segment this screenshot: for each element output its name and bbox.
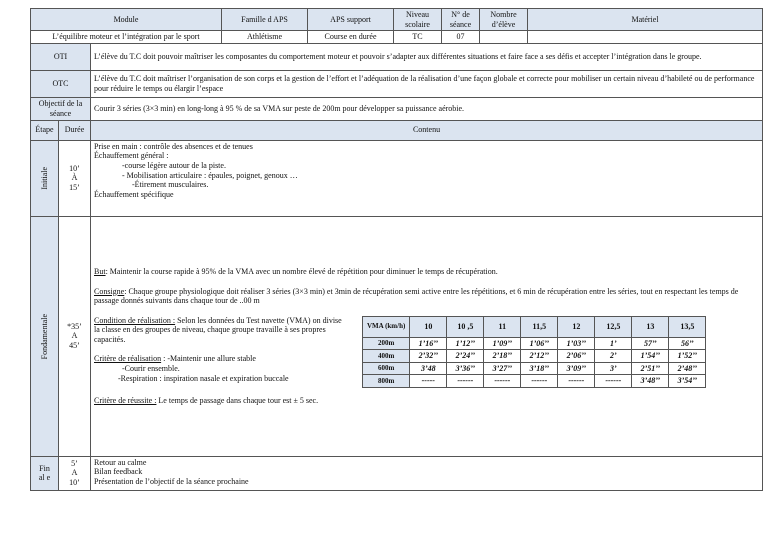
vma-speed: 13 [632,316,669,337]
duree-line: 10’ [69,163,80,173]
fondamentale-split [94,316,759,388]
vma-cell: ------ [484,375,521,388]
critere-text: : -Maintenir une allure stable [161,354,256,364]
objectif-label: Objectif de la séance [31,97,91,120]
consigne-para [94,287,759,306]
info-module: L’équilibre moteur et l’intégration par le sport [31,31,222,44]
header-seance-no: N° de séance [442,9,480,31]
vma-cell: 1’52’’ [669,350,706,363]
columns-row [31,120,763,140]
fondamentale-label-cell [31,216,59,456]
vma-cell: 1’16’’ [410,337,447,350]
vma-cell: 1’ [595,337,632,350]
final-content [91,456,763,490]
reussite-label: Critère de réussite : [94,396,157,406]
vma-cell: 2’32’’ [410,350,447,363]
vma-dist: 600m [363,362,410,375]
but-para [94,267,759,277]
objectif-text: Courir 3 séries (3×3 min) en long-long à 95 % de sa VMA sur peste de 200m pour développer sa puissance aérobie. [91,97,763,120]
vma-cell: ------ [521,375,558,388]
initiale-line: -course légère autour de la piste. [122,160,226,170]
fondamentale-label: Fondamentale [39,313,49,359]
initiale-line: - Mobilisation articulaire : épaules, poignet, genoux … [122,170,298,180]
vma-cell: 1’03’’ [558,337,595,350]
vma-speed: 10 ,5 [447,316,484,337]
info-materiel [528,31,763,44]
duree-line: *35’ [67,321,82,331]
vma-row [363,350,706,363]
vma-cell: 2’ [595,350,632,363]
vma-speed: 10 [410,316,447,337]
initiale-label-cell [31,140,59,216]
duree-line: 15’ [69,183,80,193]
header-nombre: Nombre d’élève [480,9,528,31]
otc-text: L’élève du T.C doit maîtriser l’organisation de son corps et la gestion de l’effort et l’adéquation de la réalisation d’une façon globale et correcte pour mobiliser un certain niveau d’habileté ou de performance pour réduire le temps ou élargir l’espace [91,70,763,97]
but-text: : Maintenir la course rapide à 95% de la VMA avec un nombre élevé de répétition pour diminuer le temps de récupération. [105,266,498,276]
col-duree: Durée [59,120,91,140]
vma-cell: 3’18’’ [521,362,558,375]
fondamentale-row [31,216,763,456]
but-label: But [94,266,106,276]
consigne-label: Consigne [94,286,125,296]
lesson-plan [30,8,762,491]
final-line: Bilan feedback [94,467,143,477]
info-famille: Athlétisme [222,31,308,44]
duree-line: 5’ [71,458,78,468]
initiale-line: Prise en main : contrôle des absences et de tenues [94,141,253,151]
final-line: Présentation de l’objectif de la séance prochaine [94,476,249,486]
header-materiel: Matériel [528,9,763,31]
vma-cell: ------ [595,375,632,388]
vma-cell: 2’12’’ [521,350,558,363]
condition-label: Condition de réalisation : [94,315,176,325]
vma-cell: 57’’ [632,337,669,350]
final-label-cell [31,456,59,490]
duree-line: 10’ [69,478,80,488]
final-label: Final e [38,463,51,483]
critere-line: -Respiration : inspiration nasale et expiration buccale [118,373,289,383]
vma-corner: VMA (km/h) [363,316,410,337]
info-row [31,31,763,44]
vma-cell: 1’54’’ [632,350,669,363]
reussite-para [94,396,759,406]
critere-label: Critère de réalisation [94,354,162,364]
vma-cell: 3’48’’ [632,375,669,388]
otc-label: OTC [31,70,91,97]
duree-line: A [71,468,78,478]
vma-cell: 3’48 [410,362,447,375]
vma-speed: 11,5 [521,316,558,337]
header-aps-support: APS support [308,9,394,31]
reussite-text: Le temps de passage dans chaque tour est ± 5 sec. [156,396,319,406]
objectif-row [31,97,763,120]
vma-cell: 3’27’’ [484,362,521,375]
fondamentale-left [94,316,344,384]
vma-cell: 2’06’’ [558,350,595,363]
lesson-plan-table [30,8,763,491]
info-seance-no: 07 [442,31,480,44]
condition-text: Selon les données du Test navette (VMA) on divise la classe en des groupes de niveau, chaque groupe travaille à ses propres capacités. [94,315,342,344]
condition-para [94,316,344,345]
vma-row [363,337,706,350]
vma-row [363,362,706,375]
vma-cell: 3’36’’ [447,362,484,375]
vma-cell: 3’54’’ [669,375,706,388]
col-contenu: Contenu [91,120,763,140]
vma-speed: 12 [558,316,595,337]
vma-cell: 2’24’’ [447,350,484,363]
duree-line: À [71,173,78,183]
vma-cell: 56’’ [669,337,706,350]
vma-dist: 200m [363,337,410,350]
initiale-line: Échauffement spécifique [94,189,174,199]
vma-cell: ------ [558,375,595,388]
initiale-row [31,140,763,216]
header-niveau: Niveau scolaire [394,9,442,31]
otc-row [31,70,763,97]
final-row [31,456,763,490]
vma-cell: 3’09’’ [558,362,595,375]
initiale-label: Initiale [39,166,49,190]
vma-cell: 2’51’’ [632,362,669,375]
info-nombre [480,31,528,44]
vma-cell: 1’09’’ [484,337,521,350]
vma-header-row [363,316,706,337]
consigne-text: : Chaque groupe physiologique doit réaliser 3 séries (3×3 min) et 3min de récupération semi active entre les répétitions, et 6 min de récupération entre les séries, tout en respectant les temps de passage donnés suivants dans chaque tour de ..00 m [94,286,739,306]
initiale-content [91,140,763,216]
info-aps-support: Course en durée [308,31,394,44]
fondamentale-duree [59,216,91,456]
final-duree [59,456,91,490]
final-line: Retour au calme [94,457,147,467]
info-niveau: TC [394,31,442,44]
initiale-line: -Étirement musculaires. [132,180,209,190]
oti-label: OTI [31,43,91,70]
vma-cell: 3’ [595,362,632,375]
vma-cell: 1’12’’ [447,337,484,350]
header-row [31,9,763,31]
vma-table [362,316,706,388]
vma-row [363,375,706,388]
vma-cell: ------ [447,375,484,388]
critere-line: -Courir ensemble. [122,364,180,374]
vma-cell: 2’18’’ [484,350,521,363]
col-etape: Étape [31,120,59,140]
initiale-duree [59,140,91,216]
vma-dist: 400m [363,350,410,363]
header-famille: Famille d APS [222,9,308,31]
vma-cell: ----- [410,375,447,388]
duree-line: 45’ [69,341,80,351]
initiale-line: Échauffement général : [94,151,169,161]
vma-cell: 2’48’’ [669,362,706,375]
duree-line: A [71,331,78,341]
critere-para [94,354,344,364]
fondamentale-content [91,216,763,456]
vma-dist: 800m [363,375,410,388]
vma-speed: 13,5 [669,316,706,337]
oti-text: L’élève du T.C doit pouvoir maîtriser les composantes du comportement moteur et pouvoir s’adapter aux différentes situations et faire face a ses défis et accepter l’intégration dans le groupe. [91,43,763,70]
oti-row [31,43,763,70]
header-module: Module [31,9,222,31]
vma-cell: 1’06’’ [521,337,558,350]
vma-speed: 11 [484,316,521,337]
vma-speed: 12,5 [595,316,632,337]
